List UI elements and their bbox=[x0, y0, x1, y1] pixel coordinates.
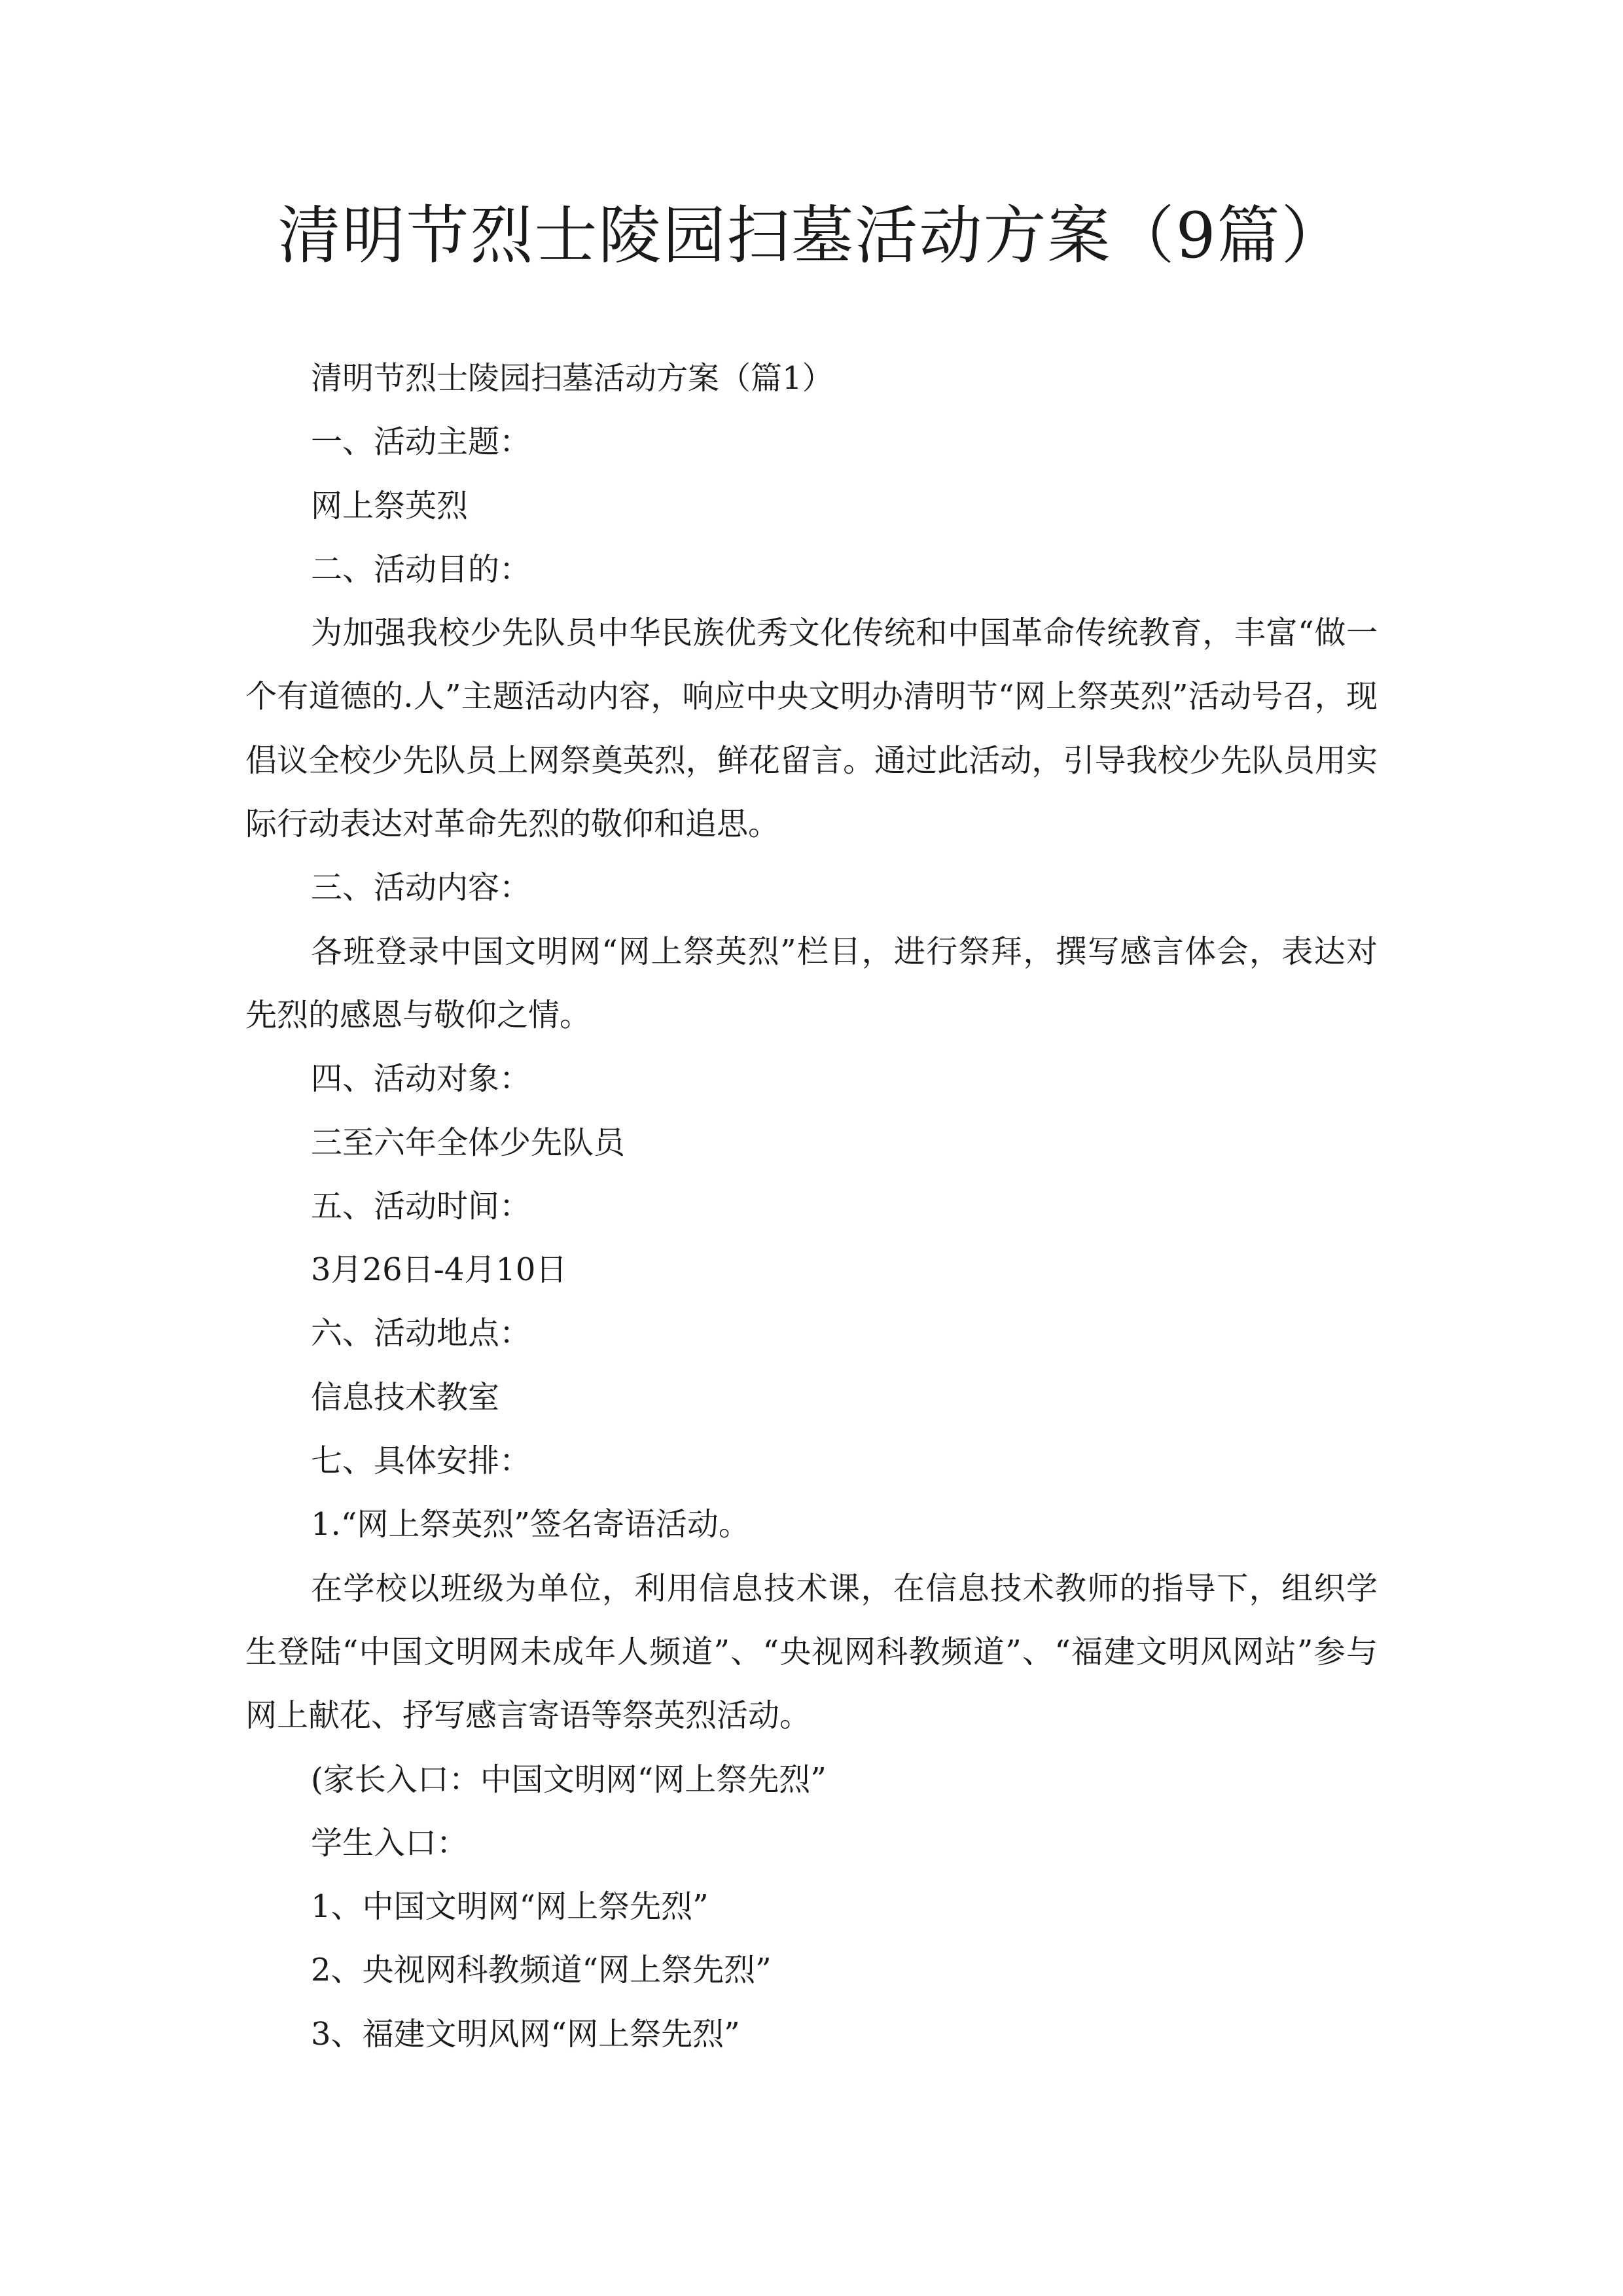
paragraph-theme-value: 网上祭英烈 bbox=[311, 487, 469, 524]
paragraph-content-text: 各班登录中国文明网“网上祭英烈”栏目，进行祭拜，撰写感言体会，表达对先烈的感恩与敬仰之情。 bbox=[245, 933, 1378, 1033]
paragraph-section-content: 三、活动内容： bbox=[311, 869, 531, 906]
document-title: 清明节烈士陵园扫墓活动方案（9篇） bbox=[277, 199, 1346, 272]
paragraph-entry-3: 3、福建文明风网“网上祭先烈” bbox=[311, 2015, 740, 2053]
paragraph-section-location: 六、活动地点： bbox=[311, 1315, 531, 1352]
paragraph-section-arrangement: 七、具体安排： bbox=[311, 1443, 531, 1480]
paragraph-section-purpose: 二、活动目的： bbox=[311, 550, 531, 588]
paragraph-section-time: 五、活动时间： bbox=[311, 1187, 531, 1225]
paragraph-location-value: 信息技术教室 bbox=[311, 1378, 500, 1416]
paragraph-audience-value: 三至六年全体少先队员 bbox=[311, 1124, 626, 1161]
paragraph-student-entry: 学生入口： bbox=[311, 1824, 469, 1861]
paragraph-purpose-text: 为加强我校少先队员中华民族优秀文化传统和中国革命传统教育，丰富“做一个有道德的.人”主题活动内容，响应中央文明办清明节“网上祭英烈”活动号召，现倡议全校少先队员上网祭奠英烈，鲜花留言。通过此活动，引导我校少先队员用实际行动表达对革命先烈的敬仰和追思。 bbox=[245, 615, 1378, 843]
paragraph-section-theme: 一、活动主题： bbox=[311, 423, 531, 461]
paragraph-heading-part-1: 清明节烈士陵园扫墓活动方案（篇1） bbox=[311, 360, 834, 397]
paragraph-time-value: 3月26日-4月10日 bbox=[311, 1251, 567, 1289]
paragraph-entry-2: 2、央视网科教频道“网上祭先烈” bbox=[311, 1952, 772, 1989]
paragraph-arrangement-text: 在学校以班级为单位，利用信息技术课，在信息技术教师的指导下，组织学生登陆“中国文明网未成年人频道”、“央视网科教频道”、“福建文明风网站”参与网上献花、抒写感言寄语等祭英烈活动。 bbox=[245, 1570, 1378, 1734]
paragraph-parent-entry: (家长入口：中国文明网“网上祭先烈” bbox=[311, 1761, 827, 1798]
document-body bbox=[245, 347, 1378, 2066]
paragraph-entry-1: 1、中国文明网“网上祭先烈” bbox=[311, 1888, 709, 1926]
paragraph-section-audience: 四、活动对象： bbox=[311, 1060, 531, 1098]
paragraph-arrangement-item-1: 1.“网上祭英烈”签名寄语活动。 bbox=[311, 1506, 750, 1543]
